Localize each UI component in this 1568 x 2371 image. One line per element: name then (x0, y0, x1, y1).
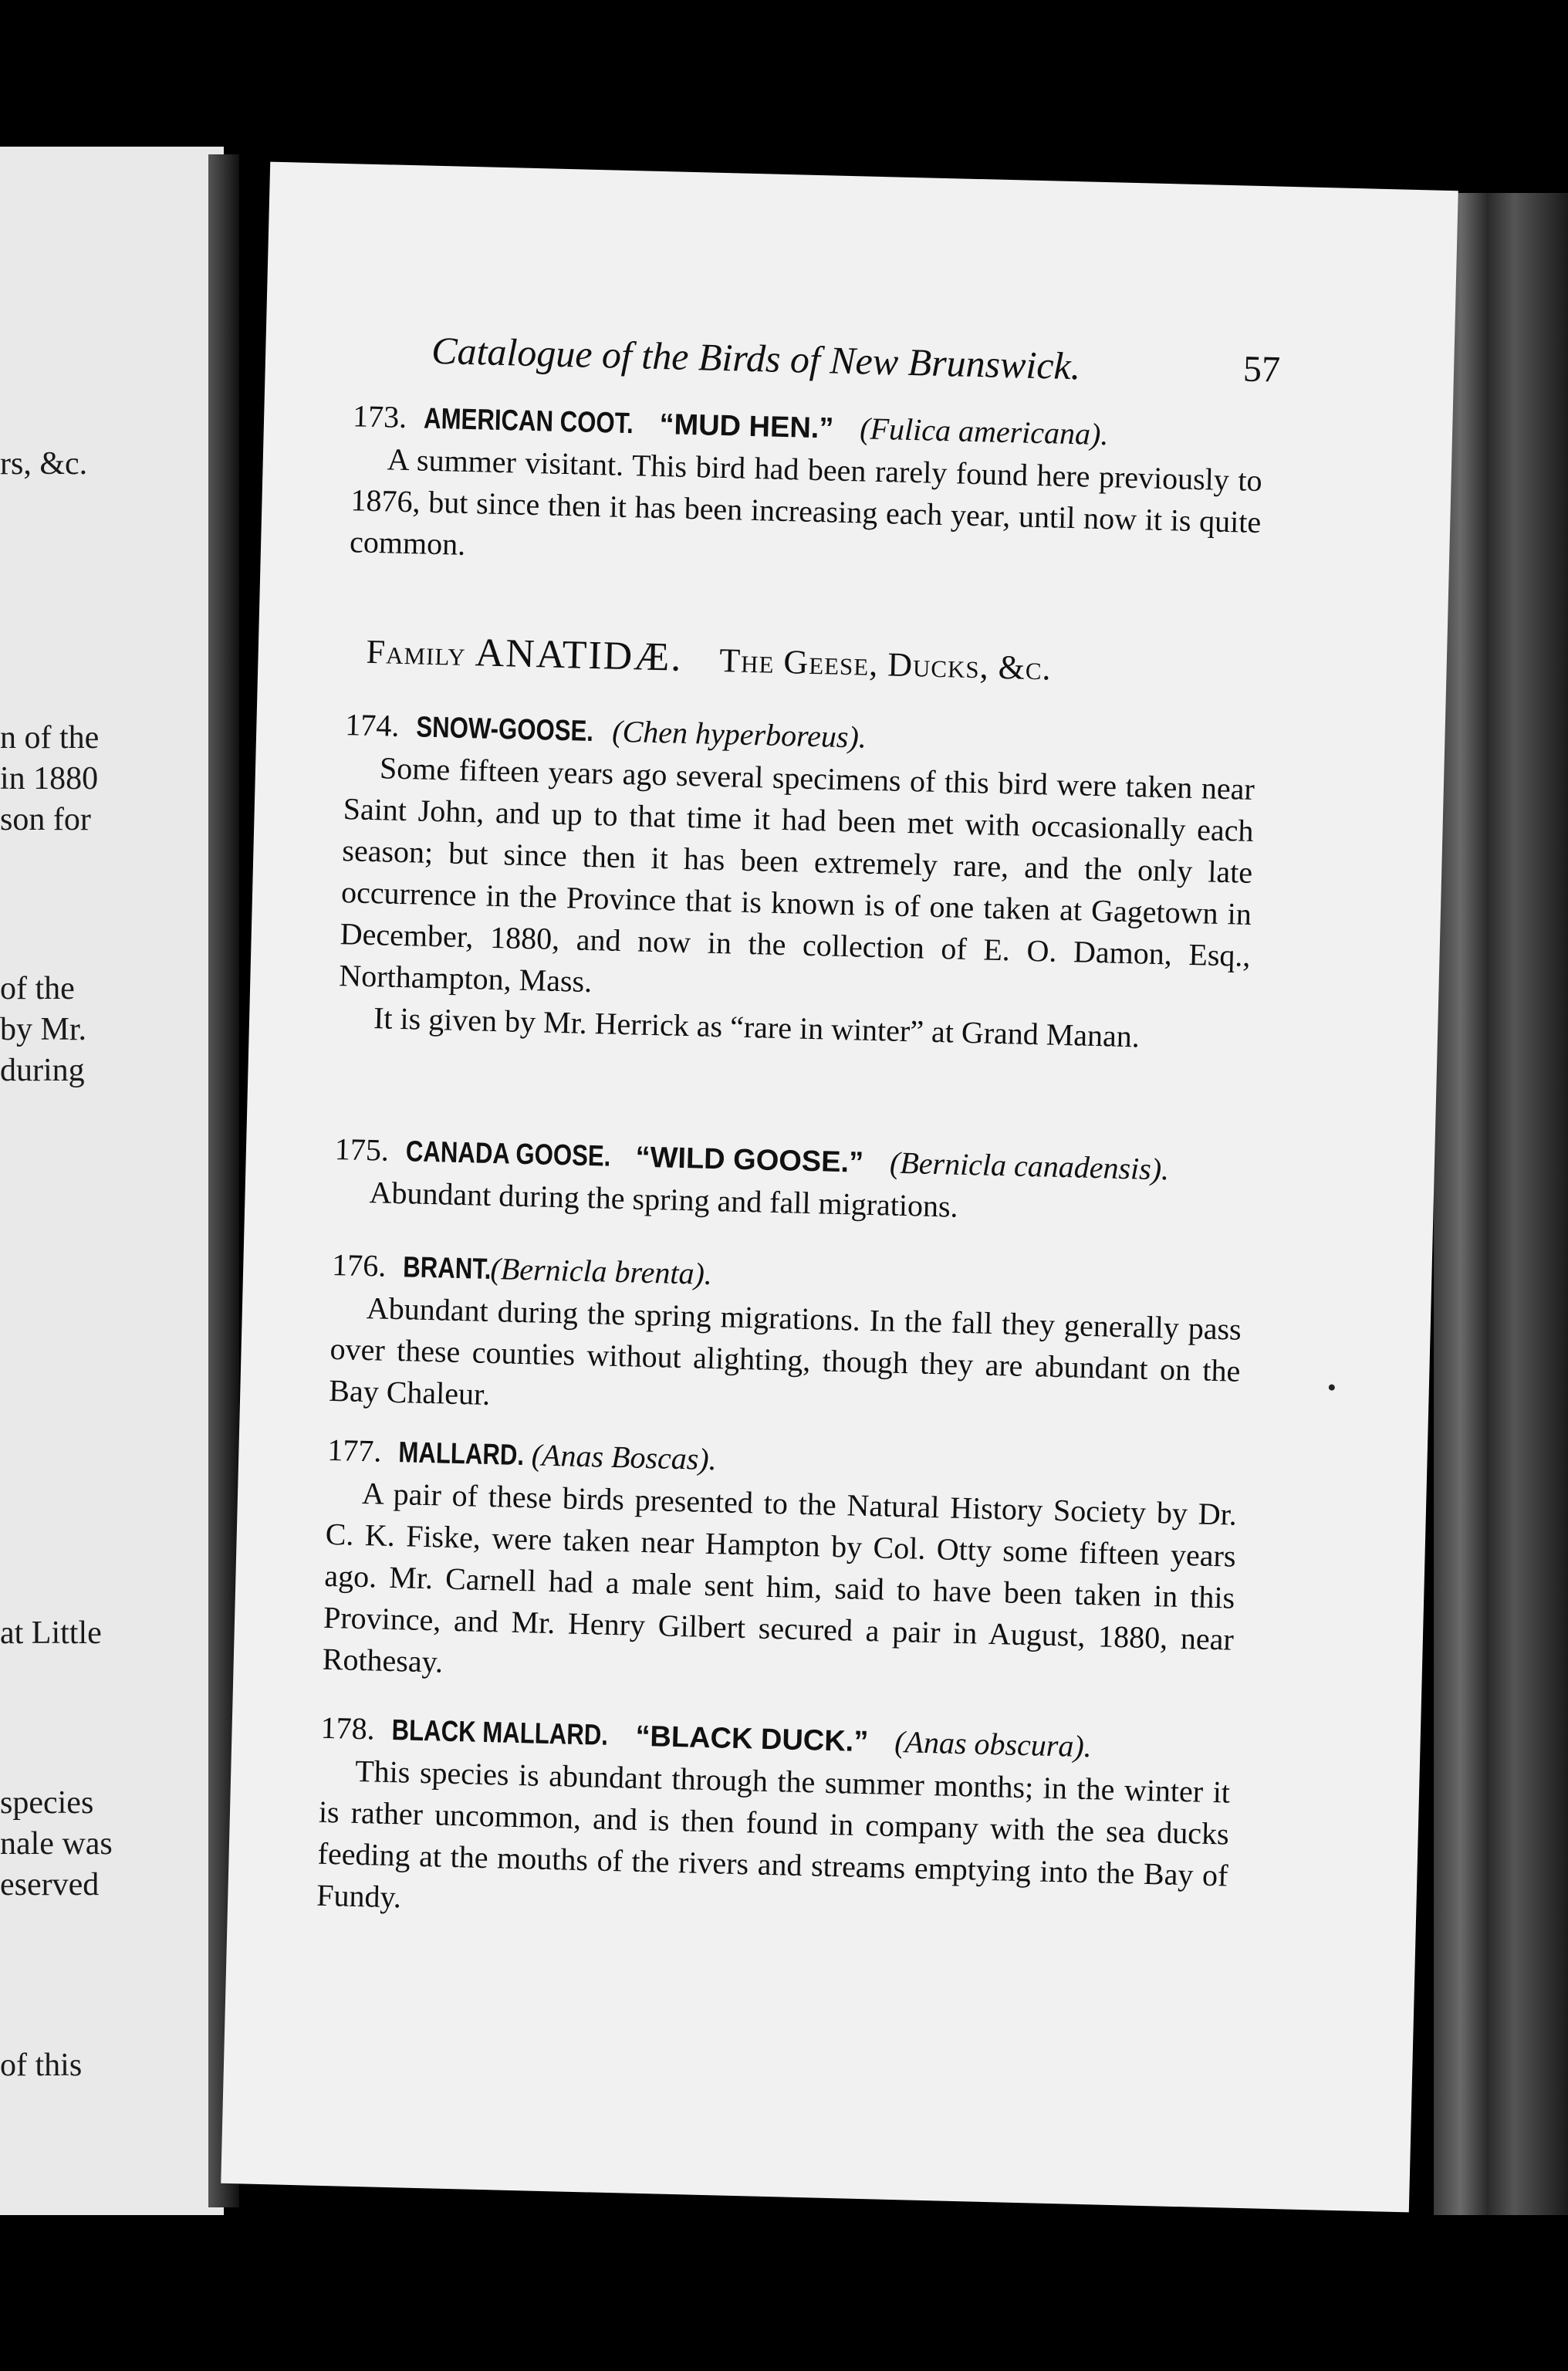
page-fore-edge (1434, 193, 1568, 2215)
scientific-name: (Bernicla brenta). (490, 1250, 713, 1291)
family-heading (366, 627, 1254, 695)
left-text-line: by Mr. (0, 1012, 87, 1047)
entry-number: 178. (320, 1710, 376, 1747)
entry-paragraph: A pair of these birds presented to the Natural History Society by Dr. C. K. Fiske, were taken near Hampton by Col. Otty some fifteen years ago. Mr. Carnell had a male sent him, said to have been taken in this Province, and Mr. Henry Gilbert secured a pair in August, 1880, near Rothesay. (322, 1476, 1238, 1679)
left-text-line: eserved (0, 1867, 100, 1903)
book-page (221, 162, 1458, 2213)
scientific-name: (Anas obscura). (894, 1723, 1093, 1764)
entry-paragraph: This species is abundant through the summer months; in the winter it is rather uncommon, and is then found in company with the sea ducks feeding at the mouths of the rivers and streams emptying into the Bay of Fundy. (316, 1753, 1231, 1915)
entry-paragraph: Some fifteen years ago several specimens of this bird were taken near Saint John, and up to that time it had been met with occasionally each season; but since then it has been extremely rare, and the only late occurrence in the Province that is known is of one taken at Gagetown in December, 1880, and now in the collection of E. O. Damon, Esq., Northampton, Mass. (338, 750, 1255, 999)
common-name: MALLARD. (397, 1436, 525, 1473)
entry-number: 174. (344, 707, 400, 743)
vernacular-name: “WILD GOOSE.” (635, 1141, 864, 1179)
page-number: 57 (1242, 348, 1281, 391)
scientific-name: (Anas Boscas). (531, 1437, 718, 1477)
left-text-line: at Little (0, 1615, 102, 1651)
family-common-name: The Geese, Ducks, &c. (718, 641, 1053, 688)
left-text-line: nale was (0, 1826, 113, 1862)
scientific-name: (Chen hyperboreus). (611, 713, 867, 755)
common-name: BLACK MALLARD. (391, 1714, 609, 1752)
left-text-line: of this (0, 2048, 83, 2083)
entry-number: 177. (326, 1432, 383, 1469)
common-name: CANADA GOOSE. (405, 1135, 611, 1173)
species-entry (329, 1244, 1243, 1434)
entry-paragraph: It is given by Mr. Herrick as “rare in winter” at Grand Manan. (373, 1000, 1141, 1054)
page-header (354, 326, 1281, 394)
left-text-line: during (0, 1053, 85, 1088)
entry-number: 175. (334, 1131, 390, 1168)
entry-paragraph: Abundant during the spring migrations. In the fall they generally pass over these counties without alighting, though they are abundant on the Bay Chaleur. (328, 1290, 1242, 1412)
family-name: ANATIDÆ. (475, 631, 684, 680)
species-entry (322, 1429, 1239, 1703)
entry-number: 176. (331, 1246, 387, 1284)
left-text-line: son for (0, 802, 91, 837)
family-prefix: Family (366, 632, 467, 673)
entry-paragraph: A summer visitant. This bird had been rarely found here previously to 1876, but since then it has been increasing each year, until now it is quite common. (349, 441, 1263, 562)
common-name: BRANT. (402, 1251, 492, 1286)
species-entry (316, 1707, 1232, 1939)
species-entry (338, 704, 1256, 1060)
vernacular-name: “BLACK DUCK.” (634, 1720, 869, 1759)
species-entry (350, 395, 1264, 585)
ink-speck (1329, 1385, 1335, 1391)
entry-paragraph: Abundant during the spring and fall migrations. (369, 1175, 959, 1224)
left-text-line: rs, &c. (0, 446, 88, 482)
vernacular-name: “MUD HEN.” (659, 408, 834, 445)
left-text-line: of the (0, 971, 75, 1006)
left-text-line: n of the (0, 720, 100, 756)
left-page (0, 147, 224, 2215)
running-title: Catalogue of the Birds of New Brunswick. (431, 328, 1081, 388)
scientific-name: (Fulica americana). (859, 411, 1109, 452)
common-name: SNOW-GOOSE. (415, 711, 594, 749)
entry-number: 173. (352, 398, 407, 435)
left-text-line: in 1880 (0, 761, 99, 797)
species-entry (333, 1128, 1245, 1235)
common-name: AMERICAN COOT. (423, 402, 634, 441)
scientific-name: (Bernicla canadensis). (889, 1145, 1170, 1187)
left-text-line: species (0, 1785, 94, 1821)
